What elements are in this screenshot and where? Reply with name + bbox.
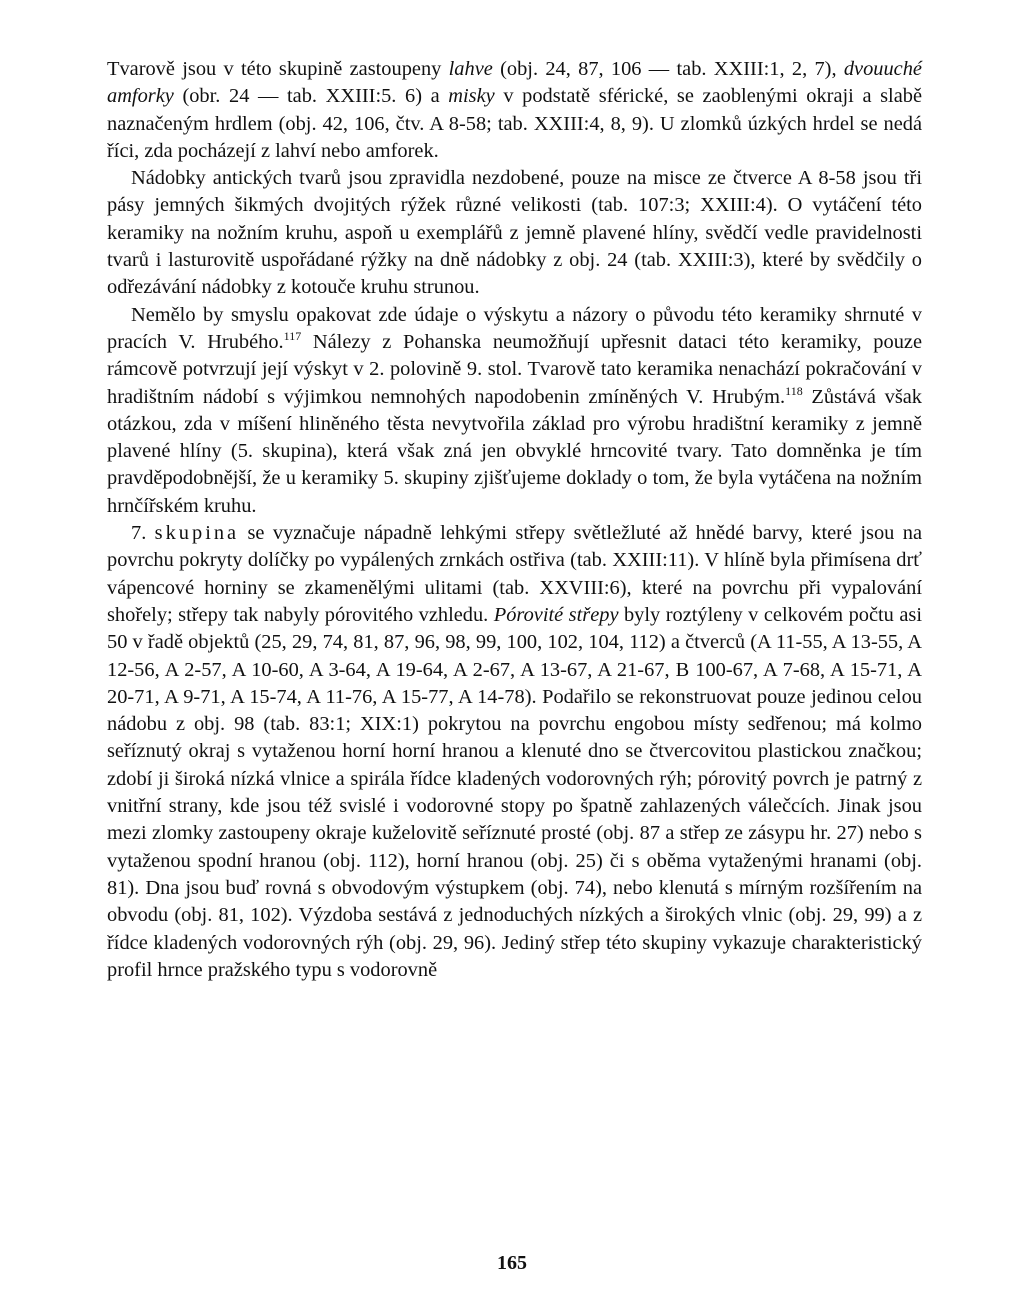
text-run: Zůstává však otázkou, zda v míšení hliněného těsta nevytvořila základ pro výrobu hradištní keramiky z jemně plavené hlíny (5. skupina), která však zná jen obvyklé hrncovité tvary. Tato domněnka je tím pravděpodobnější, že u keramiky 5. skupiny zjišťujeme doklady o tom, že byla vytáčena na nožním hrnčířském kruhu.: [107, 385, 923, 517]
text-run: Tvarově jsou v této skupině zastoupeny: [107, 58, 449, 80]
text-run: v podstatě sférické, se zaoblenými okraji a slabě naznačeným hrdlem (obj. 42, 106, čtv. A 8-58; tab. XXIII:4, 8, 9). U zlomků úzkých hrdel se nedá říci, zda pocházejí z lahví nebo amforek.: [107, 85, 922, 162]
paragraph: [107, 56, 922, 165]
text-run: Nálezy z Pohanska neumožňují upřesnit dataci této keramiky, pouze rámcově potvrzují její výskyt v 2. polovině 9. stol. Tvarově tato keramika nenachází pokračování v hradištním nádobí s výjimkou nemnohých napodobenin zmíněných V. Hrubým.: [107, 330, 922, 408]
italic-term: Pórovité střepy: [493, 603, 619, 626]
footnote-ref: 117: [283, 329, 302, 344]
footnote-ref: 118: [785, 383, 803, 398]
italic-term: dvouuché amforky: [107, 58, 922, 108]
text-run: Nádobky antických tvarů jsou zpravidla nezdobené, pouze na misce ze čtverce A 8-58 jsou tři pásy jemných šikmých dvojitých rýžek různé velikosti (tab. 107:3; XXIII:4). O vytáčení této keramiky na nožním kruhu, aspoň u exemplářů z jemně plavené hlíny, svědčí vedle pravidelnosti tvarů i lasturovitě uspořádané rýžky na dně nádobky z obj. 24 (tab. XXIII:3), které by svědčily o odřezávání nádobky z kotouče kruhu strunou.: [107, 167, 922, 299]
text-run: Nemělo by smyslu opakovat zde údaje o výskytu a názory o původu této keramiky shrnuté v pracích V. Hrubého.: [107, 303, 922, 353]
paragraph: [107, 165, 922, 301]
paragraph: [107, 302, 922, 520]
text-run: byly roztýleny v celkovém počtu asi 50 v řadě objektů (25, 29, 74, 81, 87, 96, 98, 99, 100, 102, 104, 112) a čtverců (A 11-55, A 13-55, A 12-56, A 2-57, A 10-60, A 3-64, A 19-64, A 2-67, A 13-67, A 21-67, B 100-67, A 7-68, A 15-71, A 20-71, A 9-71, A 15-74, A 11-76, A 15-77, A 14-78). Podařilo se rekonstruovat pouze jedinou celou nádobu z obj. 98 (tab. 83:1; XIX:1) pokrytou na povrchu engobou místy sedřenou; má kolmo seříznutý okraj s vytaženou horní horní hranou a klenuté dno se čtvercovitou plastickou značkou; zdobí ji široká nízká vlnice a spirála řídce kladených vodorovných rýh; pórovitý povrch je patrný z vnitřní strany, kde jsou též svislé i vodorovné stopy po špatně zahlazených válečcích. Jinak jsou mezi zlomky zastoupeny okraje kuželovitě seříznuté prosté (obj. 87 a střep ze zásypu hr. 27) nebo s vytaženou spodní hranou (obj. 112), horní hranou (obj. 25) či s oběma vytaženými hranami (obj. 81). Dna jsou buď rovná s obvodovým výstupkem (obj. 74), nebo klenutá s mírným rozšířením na obvodu (obj. 81, 102). Výzdoba sestává z jednoduchých nízkých a širokých vlnic (obj. 29, 99) a z řídce kladených vodorovných rýh (obj. 29, 96). Jediný střep této skupiny vykazuje charakteristický profil hrnce pražského typu s vodorovně: [107, 603, 923, 981]
text-run: 7.: [131, 522, 155, 545]
italic-term: misky: [448, 85, 495, 108]
text-run: (obr. 24 — tab. XXIII:5. 6) a: [173, 85, 449, 108]
body-text: [107, 56, 922, 984]
spaced-heading-word: skupina: [154, 522, 240, 545]
text-run: (obj. 24, 87, 106 — tab. XXIII:1, 2, 7),: [492, 58, 844, 80]
paragraph: [107, 520, 922, 984]
italic-term: lahve: [448, 58, 493, 80]
page-number: 165: [497, 1252, 527, 1274]
text-run: se vyznačuje nápadně lehkými střepy světležluté až hnědé barvy, které jsou na povrchu pokryty dolíčky po vypálených zrnkách ostřiva (tab. XXIII:11). V hlíně byla přimísena drť vápencové horniny se zkamenělými ulitami (tab. XXVIII:6), které na povrchu při vypalování shořely; střepy tak nabyly pórovitého vzhledu.: [107, 522, 922, 626]
